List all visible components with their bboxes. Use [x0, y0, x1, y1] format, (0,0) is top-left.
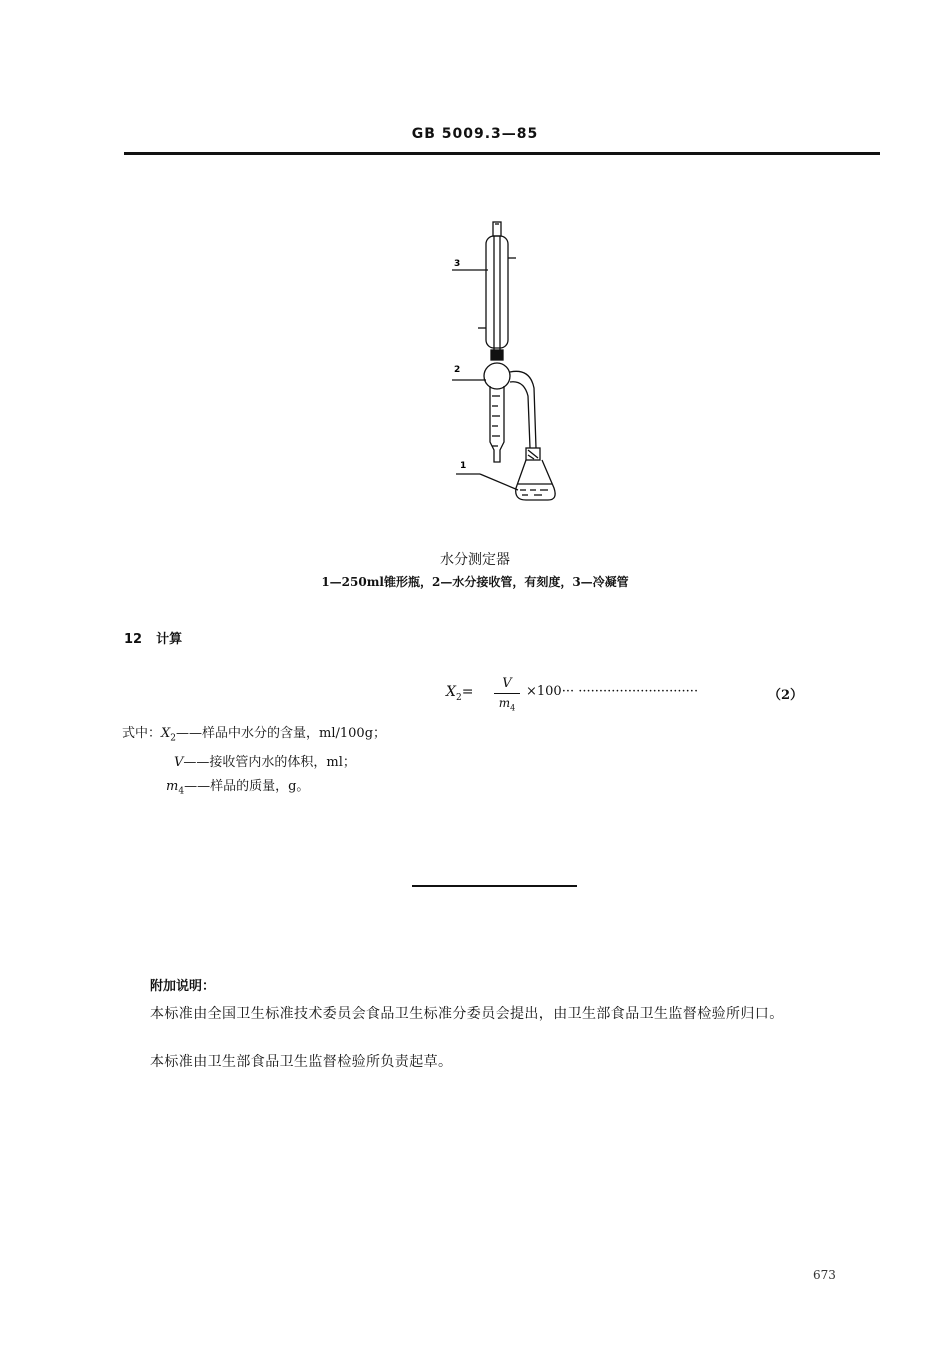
additional-notes-paragraph-2: 本标准由卫生部食品卫生监督检验所负责起草。 — [150, 1054, 453, 1070]
formula-numerator: V — [502, 676, 512, 691]
equation-number: （2） — [768, 688, 804, 703]
formula-denominator-sub: 4 — [510, 703, 516, 713]
document-header: GB 5009.3—85 — [411, 126, 539, 142]
figure-title: 水分测定器 — [440, 552, 510, 568]
section-number: 12 — [124, 632, 143, 647]
fraction-bar — [494, 693, 520, 694]
moisture-apparatus-figure — [430, 210, 590, 510]
formula-lhs-symbol: X — [446, 684, 456, 700]
definition-text: ——接收管内水的体积，ml； — [183, 754, 356, 770]
formula-fraction — [494, 676, 520, 716]
formula-rhs: ×100··· ····························· — [526, 684, 699, 699]
definition-symbol: m — [166, 778, 179, 794]
additional-notes-heading: 附加说明： — [150, 979, 216, 994]
additional-notes-paragraph-1: 本标准由全国卫生标准技术委员会食品卫生标准分委员会提出，由卫生部食品卫生监督检验所归口。 — [150, 1006, 784, 1022]
definition-text: ——样品的质量，g。 — [184, 778, 310, 794]
formula-lhs-sub: 2 — [455, 692, 462, 703]
end-separator — [412, 885, 577, 887]
definition-row — [122, 722, 386, 751]
figure-label-3: 3 — [454, 259, 461, 269]
figure-label-1: 1 — [460, 461, 467, 471]
figure-legend: 1—250ml锥形瓶，2—水分接收管，有刻度，3—冷凝管 — [321, 575, 629, 589]
definition-sub: 2 — [170, 733, 177, 744]
formula-equals: = — [461, 684, 474, 700]
section-heading — [124, 628, 196, 647]
definition-symbol: V — [174, 754, 184, 770]
section-title: 计算 — [156, 632, 183, 647]
formula-lhs — [446, 684, 473, 703]
definition-symbol: X — [161, 726, 171, 741]
definition-sub: 4 — [178, 786, 185, 797]
definition-row — [122, 751, 386, 775]
definition-intro: 式中： — [122, 726, 162, 741]
header-rule — [124, 152, 880, 155]
formula-denominator-symbol: m — [498, 696, 511, 710]
page-number: 673 — [813, 1268, 836, 1282]
formula-denominator — [494, 695, 520, 716]
formula-2 — [446, 676, 806, 716]
definition-text: ——样品中水分的含量，ml/100g； — [176, 726, 387, 741]
definition-row — [122, 775, 386, 804]
variable-definitions — [122, 722, 386, 803]
figure-label-2: 2 — [454, 365, 461, 375]
